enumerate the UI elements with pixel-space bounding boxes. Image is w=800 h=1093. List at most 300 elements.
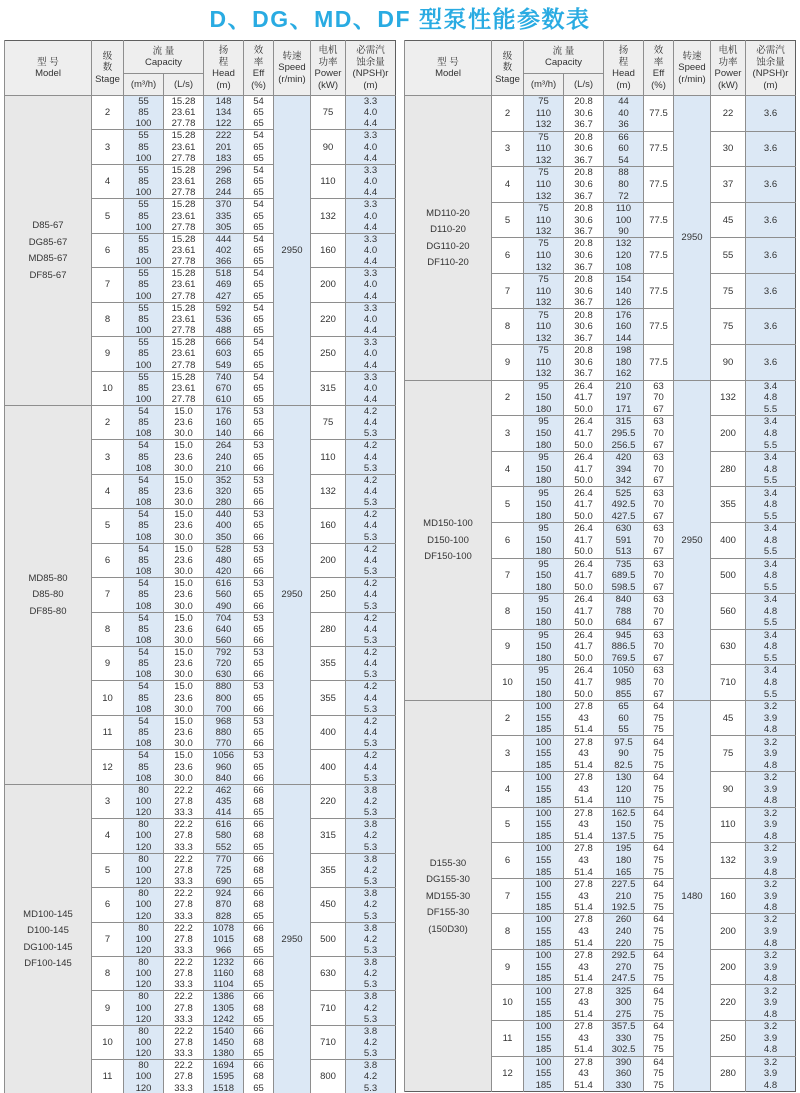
capacity-m3h-cell: 54 [124, 681, 164, 693]
head-cell: 210 [604, 890, 644, 902]
head-cell: 305 [204, 222, 244, 234]
head-cell: 390 [604, 1056, 644, 1068]
eff-cell: 77.5 [644, 96, 674, 132]
power-cell: 22 [711, 96, 746, 132]
eff-cell: 75 [644, 760, 674, 772]
npsh-cell: 4.4 [346, 692, 396, 703]
capacity-ls-cell: 50.0 [564, 439, 604, 451]
head-cell: 180 [604, 855, 644, 867]
head-cell: 598.5 [604, 582, 644, 594]
stage-cell: 7 [92, 578, 124, 612]
capacity-m3h-cell: 55 [124, 337, 164, 349]
npsh-cell: 4.4 [346, 118, 396, 130]
eff-cell: 66 [244, 428, 274, 440]
header-speed: 转速 Speed (r/min) [274, 41, 311, 96]
head-cell: 192.5 [604, 902, 644, 914]
npsh-cell: 4.8 [746, 760, 796, 772]
npsh-cell: 4.4 [346, 394, 396, 406]
capacity-m3h-cell: 85 [124, 417, 164, 428]
capacity-ls-cell: 22.2 [164, 922, 204, 934]
power-cell: 710 [311, 991, 346, 1025]
capacity-ls-cell: 22.2 [164, 991, 204, 1003]
capacity-m3h-cell: 180 [524, 653, 564, 665]
eff-cell: 70 [644, 463, 674, 475]
capacity-ls-cell: 20.8 [564, 96, 604, 108]
power-cell: 630 [311, 956, 346, 990]
model-label: D155-30 [429, 857, 467, 869]
head-cell: 1232 [204, 956, 244, 968]
eff-cell: 65 [244, 141, 274, 152]
capacity-m3h-cell: 54 [124, 612, 164, 624]
eff-cell: 53 [244, 440, 274, 452]
npsh-cell: 5.5 [746, 475, 796, 487]
capacity-ls-cell: 36.7 [564, 190, 604, 202]
head-cell: 330 [604, 1032, 644, 1044]
capacity-ls-cell: 15.0 [164, 543, 204, 555]
npsh-cell: 4.8 [746, 1009, 796, 1021]
head-cell: 165 [604, 866, 644, 878]
eff-cell: 67 [644, 404, 674, 416]
head-cell: 342 [604, 475, 644, 487]
capacity-m3h-cell: 185 [524, 1044, 564, 1056]
npsh-cell: 5.5 [746, 582, 796, 594]
npsh-cell: 5.3 [346, 738, 396, 750]
head-cell: 560 [204, 589, 244, 600]
npsh-cell: 4.8 [746, 902, 796, 914]
eff-cell: 63 [644, 594, 674, 606]
npsh-cell: 3.8 [346, 922, 396, 934]
npsh-cell: 4.0 [346, 314, 396, 325]
eff-cell: 64 [644, 1056, 674, 1068]
capacity-m3h-cell: 80 [124, 819, 164, 831]
capacity-m3h-cell: 100 [124, 360, 164, 372]
head-cell: 1078 [204, 922, 244, 934]
head-cell: 490 [204, 601, 244, 613]
capacity-ls-cell: 27.8 [564, 1056, 604, 1068]
head-cell: 725 [204, 865, 244, 876]
capacity-ls-cell: 50.0 [564, 653, 604, 665]
head-cell: 630 [204, 669, 244, 681]
eff-cell: 68 [244, 899, 274, 910]
capacity-m3h-cell: 180 [524, 439, 564, 451]
capacity-m3h-cell: 120 [124, 979, 164, 991]
head-cell: 183 [204, 153, 244, 165]
eff-cell: 67 [644, 511, 674, 523]
eff-cell: 65 [244, 417, 274, 428]
head-cell: 154 [604, 273, 644, 285]
npsh-cell: 4.8 [746, 428, 796, 440]
npsh-cell: 4.8 [746, 392, 796, 404]
eff-cell: 65 [244, 1048, 274, 1060]
capacity-m3h-cell: 85 [124, 727, 164, 738]
head-cell: 350 [204, 532, 244, 544]
npsh-cell: 4.4 [346, 658, 396, 669]
npsh-cell: 4.0 [346, 141, 396, 152]
npsh-cell: 5.3 [346, 497, 396, 509]
npsh-cell: 3.3 [346, 164, 396, 176]
capacity-m3h-cell: 55 [124, 164, 164, 176]
model-label: MD110-20 [426, 207, 470, 219]
capacity-m3h-cell: 54 [124, 715, 164, 727]
npsh-cell: 5.5 [746, 688, 796, 700]
capacity-ls-cell: 27.8 [564, 949, 604, 961]
power-cell: 110 [311, 440, 346, 474]
capacity-ls-cell: 36.7 [564, 155, 604, 167]
head-cell: 270 [604, 961, 644, 973]
head-cell: 480 [204, 555, 244, 566]
capacity-ls-cell: 22.2 [164, 1025, 204, 1037]
capacity-ls-cell: 27.8 [564, 771, 604, 783]
eff-cell: 63 [644, 416, 674, 428]
npsh-cell: 4.2 [346, 509, 396, 521]
capacity-m3h-cell: 120 [124, 911, 164, 923]
capacity-ls-cell: 15.28 [164, 268, 204, 280]
table-row [5, 96, 396, 108]
capacity-ls-cell: 23.61 [164, 279, 204, 290]
head-cell: 462 [204, 784, 244, 796]
head-cell: 1160 [204, 968, 244, 979]
stage-cell: 4 [92, 164, 124, 198]
power-cell: 90 [711, 345, 746, 381]
npsh-cell: 5.5 [746, 511, 796, 523]
power-cell: 75 [711, 736, 746, 772]
capacity-ls-cell: 27.8 [564, 700, 604, 712]
npsh-cell: 5.3 [346, 532, 396, 544]
head-cell: 616 [204, 578, 244, 590]
eff-cell: 65 [244, 658, 274, 669]
capacity-ls-cell: 23.6 [164, 761, 204, 772]
model-label: DF100-145 [24, 958, 72, 970]
head-cell: 770 [204, 738, 244, 750]
stage-cell: 9 [492, 629, 524, 665]
capacity-ls-cell: 27.8 [564, 1021, 604, 1033]
capacity-ls-cell: 43 [564, 819, 604, 831]
npsh-cell: 4.2 [346, 1002, 396, 1013]
capacity-ls-cell: 15.28 [164, 164, 204, 176]
power-cell: 800 [311, 1060, 346, 1093]
capacity-m3h-cell: 155 [524, 1032, 564, 1044]
capacity-ls-cell: 22.2 [164, 853, 204, 865]
capacity-m3h-cell: 85 [124, 348, 164, 359]
capacity-m3h-cell: 85 [124, 314, 164, 325]
capacity-m3h-cell: 155 [524, 890, 564, 902]
capacity-m3h-cell: 185 [524, 1080, 564, 1092]
capacity-m3h-cell: 100 [124, 1071, 164, 1082]
stage-cell: 12 [92, 750, 124, 784]
capacity-ls-cell: 51.4 [564, 724, 604, 736]
capacity-ls-cell: 50.0 [564, 404, 604, 416]
npsh-cell: 4.8 [746, 570, 796, 582]
eff-cell: 53 [244, 578, 274, 590]
capacity-ls-cell: 27.8 [564, 914, 604, 926]
eff-cell: 75 [644, 1068, 674, 1080]
npsh-cell: 5.3 [346, 979, 396, 991]
capacity-m3h-cell: 180 [524, 582, 564, 594]
npsh-cell: 4.0 [346, 383, 396, 394]
head-cell: 666 [204, 337, 244, 349]
capacity-ls-cell: 27.78 [164, 118, 204, 130]
capacity-m3h-cell: 85 [124, 520, 164, 531]
capacity-ls-cell: 23.6 [164, 555, 204, 566]
npsh-cell: 3.2 [746, 949, 796, 961]
capacity-ls-cell: 36.7 [564, 368, 604, 380]
npsh-cell: 3.2 [746, 1021, 796, 1033]
capacity-ls-cell: 23.6 [164, 624, 204, 635]
capacity-ls-cell: 41.7 [564, 499, 604, 511]
capacity-m3h-cell: 100 [124, 291, 164, 303]
npsh-cell: 4.4 [346, 761, 396, 772]
eff-cell: 75 [644, 902, 674, 914]
capacity-m3h-cell: 75 [524, 273, 564, 285]
eff-cell: 66 [244, 853, 274, 865]
npsh-cell: 3.8 [346, 956, 396, 968]
power-cell: 250 [311, 337, 346, 371]
capacity-ls-cell: 30.6 [564, 356, 604, 368]
header-speed: 转速 Speed (r/min) [674, 41, 711, 96]
head-cell: 65 [604, 700, 644, 712]
power-cell: 710 [711, 665, 746, 701]
power-cell: 75 [711, 309, 746, 345]
capacity-ls-cell: 23.61 [164, 176, 204, 187]
head-cell: 357.5 [604, 1021, 644, 1033]
capacity-ls-cell: 15.0 [164, 509, 204, 521]
npsh-cell: 4.2 [346, 1037, 396, 1048]
capacity-m3h-cell: 185 [524, 760, 564, 772]
head-cell: 549 [204, 360, 244, 372]
eff-cell: 53 [244, 681, 274, 693]
capacity-m3h-cell: 108 [124, 566, 164, 578]
npsh-cell: 5.3 [346, 773, 396, 785]
npsh-cell: 3.6 [746, 202, 796, 238]
head-cell: 370 [204, 199, 244, 211]
capacity-m3h-cell: 55 [124, 96, 164, 108]
head-cell: 97.5 [604, 736, 644, 748]
capacity-ls-cell: 51.4 [564, 1080, 604, 1092]
capacity-m3h-cell: 100 [124, 153, 164, 165]
head-cell: 296 [204, 164, 244, 176]
head-cell: 966 [204, 945, 244, 957]
npsh-cell: 3.9 [746, 748, 796, 760]
head-cell: 55 [604, 724, 644, 736]
npsh-cell: 4.8 [746, 641, 796, 653]
npsh-cell: 3.2 [746, 807, 796, 819]
eff-cell: 65 [244, 210, 274, 221]
npsh-cell: 4.2 [346, 405, 396, 417]
eff-cell: 64 [644, 949, 674, 961]
capacity-m3h-cell: 75 [524, 345, 564, 357]
capacity-ls-cell: 33.3 [164, 945, 204, 957]
capacity-ls-cell: 33.3 [164, 1014, 204, 1026]
speed-cell: 2950 [274, 405, 311, 784]
stage-cell: 12 [492, 1056, 524, 1092]
eff-cell: 64 [644, 700, 674, 712]
stage-cell: 9 [92, 647, 124, 681]
npsh-cell: 4.4 [346, 417, 396, 428]
power-cell: 220 [311, 784, 346, 818]
capacity-m3h-cell: 100 [524, 878, 564, 890]
head-cell: 591 [604, 534, 644, 546]
capacity-m3h-cell: 100 [524, 1056, 564, 1068]
capacity-ls-cell: 33.3 [164, 842, 204, 854]
capacity-ls-cell: 43 [564, 712, 604, 724]
npsh-cell: 3.9 [746, 926, 796, 938]
eff-cell: 63 [644, 380, 674, 392]
capacity-m3h-cell: 108 [124, 738, 164, 750]
eff-cell: 68 [244, 865, 274, 876]
capacity-ls-cell: 30.0 [164, 428, 204, 440]
capacity-m3h-cell: 100 [124, 118, 164, 130]
eff-cell: 63 [644, 522, 674, 534]
table-row [405, 96, 796, 108]
head-cell: 144 [604, 333, 644, 345]
eff-cell: 75 [644, 938, 674, 950]
capacity-ls-cell: 27.78 [164, 256, 204, 268]
header-npsh: 必需汽 蚀余量 (NPSH)r (m) [746, 41, 796, 96]
capacity-m3h-cell: 100 [524, 985, 564, 997]
capacity-m3h-cell: 85 [124, 210, 164, 221]
power-cell: 200 [711, 416, 746, 452]
header-unit-m3h: (m³/h) [124, 74, 164, 96]
capacity-ls-cell: 43 [564, 748, 604, 760]
stage-cell: 2 [92, 96, 124, 130]
npsh-cell: 5.3 [346, 842, 396, 854]
capacity-m3h-cell: 185 [524, 831, 564, 843]
power-cell: 450 [311, 888, 346, 922]
capacity-ls-cell: 41.7 [564, 641, 604, 653]
npsh-cell: 5.3 [346, 911, 396, 923]
capacity-m3h-cell: 85 [124, 555, 164, 566]
eff-cell: 70 [644, 641, 674, 653]
power-cell: 355 [311, 853, 346, 887]
capacity-ls-cell: 15.28 [164, 233, 204, 245]
head-cell: 720 [204, 658, 244, 669]
capacity-m3h-cell: 54 [124, 543, 164, 555]
stage-cell: 6 [492, 238, 524, 274]
npsh-cell: 3.6 [746, 131, 796, 167]
head-cell: 268 [204, 176, 244, 187]
eff-cell: 77.5 [644, 202, 674, 238]
capacity-ls-cell: 27.8 [564, 985, 604, 997]
capacity-m3h-cell: 180 [524, 475, 564, 487]
npsh-cell: 4.0 [346, 176, 396, 187]
capacity-m3h-cell: 150 [524, 641, 564, 653]
capacity-m3h-cell: 100 [124, 796, 164, 807]
head-cell: 394 [604, 463, 644, 475]
capacity-m3h-cell: 75 [524, 238, 564, 250]
npsh-cell: 5.3 [346, 428, 396, 440]
capacity-m3h-cell: 120 [124, 1083, 164, 1093]
capacity-m3h-cell: 155 [524, 855, 564, 867]
capacity-m3h-cell: 132 [524, 297, 564, 309]
head-cell: 420 [204, 566, 244, 578]
eff-cell: 54 [244, 268, 274, 280]
capacity-m3h-cell: 108 [124, 497, 164, 509]
eff-cell: 63 [644, 451, 674, 463]
capacity-ls-cell: 41.7 [564, 570, 604, 582]
capacity-ls-cell: 51.4 [564, 760, 604, 772]
power-cell: 280 [711, 1056, 746, 1092]
capacity-m3h-cell: 100 [124, 865, 164, 876]
stage-cell: 9 [92, 991, 124, 1025]
eff-cell: 77.5 [644, 131, 674, 167]
capacity-ls-cell: 27.8 [564, 878, 604, 890]
eff-cell: 53 [244, 647, 274, 659]
capacity-ls-cell: 30.0 [164, 532, 204, 544]
npsh-cell: 3.8 [346, 853, 396, 865]
npsh-cell: 3.4 [746, 594, 796, 606]
head-cell: 886.5 [604, 641, 644, 653]
head-cell: 72 [604, 190, 644, 202]
capacity-m3h-cell: 100 [124, 899, 164, 910]
head-cell: 1595 [204, 1071, 244, 1082]
capacity-m3h-cell: 185 [524, 1009, 564, 1021]
eff-cell: 75 [644, 795, 674, 807]
head-cell: 90 [604, 748, 644, 760]
npsh-cell: 4.4 [346, 624, 396, 635]
npsh-cell: 3.2 [746, 878, 796, 890]
eff-cell: 75 [644, 890, 674, 902]
head-cell: 100 [604, 214, 644, 226]
stage-cell: 2 [492, 380, 524, 416]
capacity-ls-cell: 26.4 [564, 558, 604, 570]
capacity-m3h-cell: 185 [524, 973, 564, 985]
npsh-cell: 4.0 [346, 348, 396, 359]
npsh-cell: 3.9 [746, 712, 796, 724]
head-cell: 140 [204, 428, 244, 440]
capacity-m3h-cell: 80 [124, 991, 164, 1003]
capacity-ls-cell: 23.6 [164, 589, 204, 600]
eff-cell: 63 [644, 665, 674, 677]
capacity-ls-cell: 41.7 [564, 677, 604, 689]
eff-cell: 65 [244, 279, 274, 290]
capacity-m3h-cell: 185 [524, 902, 564, 914]
capacity-m3h-cell: 108 [124, 601, 164, 613]
capacity-m3h-cell: 85 [124, 176, 164, 187]
eff-cell: 54 [244, 337, 274, 349]
stage-cell: 5 [492, 487, 524, 523]
head-cell: 870 [204, 899, 244, 910]
capacity-ls-cell: 43 [564, 997, 604, 1009]
power-cell: 55 [711, 238, 746, 274]
head-cell: 402 [204, 245, 244, 256]
head-cell: 700 [204, 704, 244, 716]
head-cell: 880 [204, 727, 244, 738]
npsh-cell: 5.3 [346, 601, 396, 613]
npsh-cell: 3.8 [346, 888, 396, 900]
capacity-ls-cell: 30.6 [564, 179, 604, 191]
model-label: D150-100 [427, 534, 469, 546]
stage-cell: 3 [92, 130, 124, 164]
capacity-ls-cell: 41.7 [564, 428, 604, 440]
power-cell: 710 [311, 1025, 346, 1059]
npsh-cell: 4.8 [746, 677, 796, 689]
capacity-m3h-cell: 95 [524, 522, 564, 534]
pump-table-left-container [4, 40, 396, 1093]
header-stage: 级 数 Stage [92, 41, 124, 96]
head-cell: 176 [604, 309, 644, 321]
eff-cell: 54 [244, 96, 274, 108]
header-unit-ls: (L/s) [564, 74, 604, 96]
head-cell: 880 [204, 681, 244, 693]
npsh-cell: 5.3 [346, 669, 396, 681]
eff-cell: 66 [244, 1025, 274, 1037]
capacity-m3h-cell: 120 [124, 945, 164, 957]
npsh-cell: 4.8 [746, 938, 796, 950]
capacity-ls-cell: 15.28 [164, 371, 204, 383]
head-cell: 132 [604, 238, 644, 250]
power-cell: 280 [711, 451, 746, 487]
eff-cell: 68 [244, 1037, 274, 1048]
